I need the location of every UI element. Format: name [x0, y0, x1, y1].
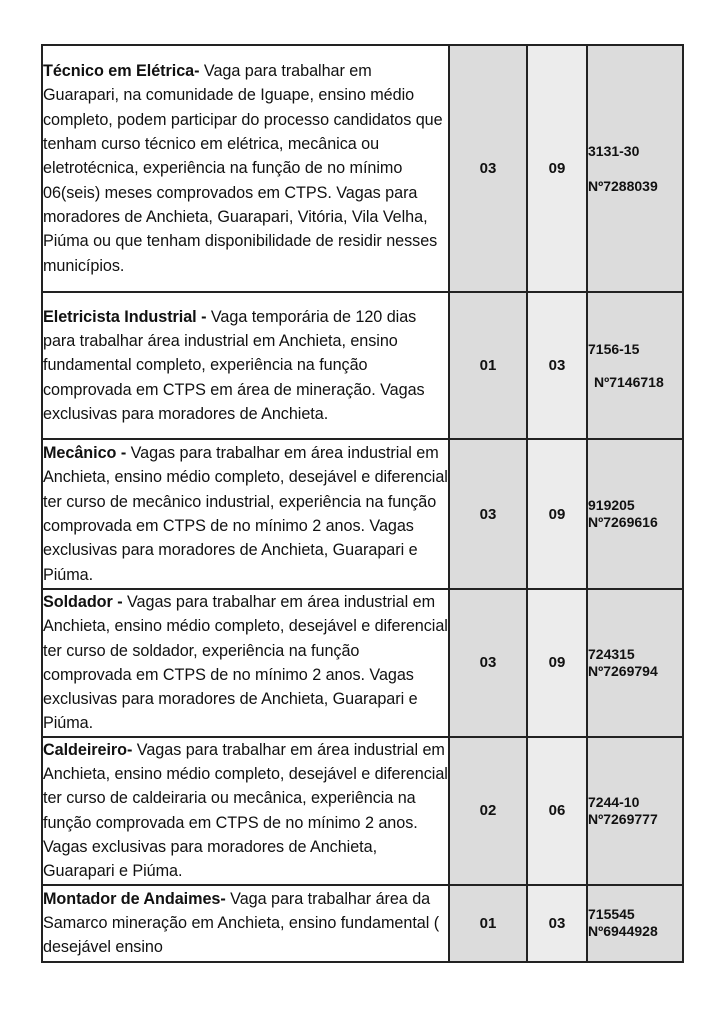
job-title: Montador de Andaimes-	[43, 889, 226, 908]
col2-value: 01	[449, 292, 527, 439]
occupation-code: 724315	[588, 645, 635, 662]
code-cell	[587, 885, 683, 962]
occupation-code: 7156-15	[588, 340, 640, 357]
col2-value: 03	[449, 589, 527, 737]
col2-value: 01	[449, 885, 527, 962]
vacancy-number: Nº7146718	[594, 373, 664, 390]
col2-value: 03	[449, 45, 527, 292]
table-row	[42, 292, 683, 439]
job-title: Soldador -	[43, 593, 123, 611]
code-cell	[587, 439, 683, 589]
col3-value: 09	[527, 439, 587, 589]
vacancy-number: Nº6944928	[588, 923, 658, 940]
job-title: Mecânico -	[43, 444, 127, 463]
vacancy-number: Nº7269794	[588, 662, 658, 679]
job-description-cell	[42, 885, 449, 962]
table-row	[42, 45, 683, 292]
code-cell	[587, 45, 683, 292]
vacancy-number: Nº7269616	[588, 514, 658, 530]
job-description-cell	[42, 45, 449, 292]
col3-value: 06	[527, 737, 587, 885]
table-row	[42, 439, 683, 589]
code-cell	[587, 737, 683, 885]
job-description: Vagas para trabalhar em área industrial em Anchieta, ensino médio completo, desejável e diferencial ter curso de soldador, experiência na função comprovada em CTPS de no mínimo 2 anos. Vagas exclusivas para moradores de Anchieta, Guarapari e Piúma.	[43, 593, 448, 733]
job-title: Eletricista Industrial -	[43, 307, 211, 326]
job-description: Vaga para trabalhar área da Samarco mineração em Anchieta, ensino fundamental ( desejável ensino	[43, 889, 440, 957]
code-cell	[587, 292, 683, 439]
job-description-cell	[42, 589, 449, 737]
code-cell	[587, 589, 683, 737]
col3-value: 03	[527, 292, 587, 439]
occupation-code: 919205	[588, 497, 635, 513]
job-description-cell	[42, 737, 449, 885]
job-description: Vagas para trabalhar em área industrial em Anchieta, ensino médio completo, desejável e diferencial ter curso de caldeiraria ou mecânica, experiência na função comprovada em CTPS de no mínimo 2 anos. Vagas exclusivas para moradores de Anchieta, Guarapari e Piúma.	[43, 740, 448, 881]
job-description-cell	[42, 292, 449, 439]
col3-value: 03	[527, 885, 587, 962]
job-description-cell	[42, 439, 449, 589]
job-vacancies-table	[41, 44, 684, 963]
occupation-code: 3131-30	[588, 142, 640, 159]
occupation-code: 715545	[588, 906, 635, 923]
job-title: Caldeireiro-	[43, 740, 133, 759]
col2-value: 03	[449, 439, 527, 589]
job-title: Técnico em Elétrica-	[43, 62, 200, 81]
occupation-code: 7244-10	[588, 793, 640, 810]
col3-value: 09	[527, 45, 587, 292]
table-row	[42, 885, 683, 962]
table-row	[42, 589, 683, 737]
table-row	[42, 737, 683, 885]
job-description: Vaga para trabalhar em Guarapari, na comunidade de Iguape, ensino médio completo, podem participar do processo candidatos que tenham curso técnico em elétrica, mecânica ou eletrotécnica, experiência na função de no mínimo 06(seis) meses comprovados em CTPS. Vagas para moradores de Anchieta, Guarapari, Vitória, Vila Velha, Piúma ou que tenham disponibilidade de residir nesses municípios.	[43, 62, 443, 275]
col3-value: 09	[527, 589, 587, 737]
col2-value: 02	[449, 737, 527, 885]
job-description: Vagas para trabalhar em área industrial em Anchieta, ensino médio completo, desejável e diferencial ter curso de mecânico industrial, experiência na função comprovada em CTPS de no mínimo 2 anos. Vagas exclusivas para moradores de Anchieta, Guarapari e Piúma.	[43, 444, 448, 584]
job-description: Vaga temporária de 120 dias para trabalhar área industrial em Anchieta, ensino fundamental completo, experiência na função comprovada em CTPS em área de mineração. Vagas exclusivas para moradores de Anchieta.	[43, 307, 425, 423]
vacancy-number: Nº7288039	[588, 177, 658, 194]
vacancy-number: Nº7269777	[588, 810, 658, 827]
